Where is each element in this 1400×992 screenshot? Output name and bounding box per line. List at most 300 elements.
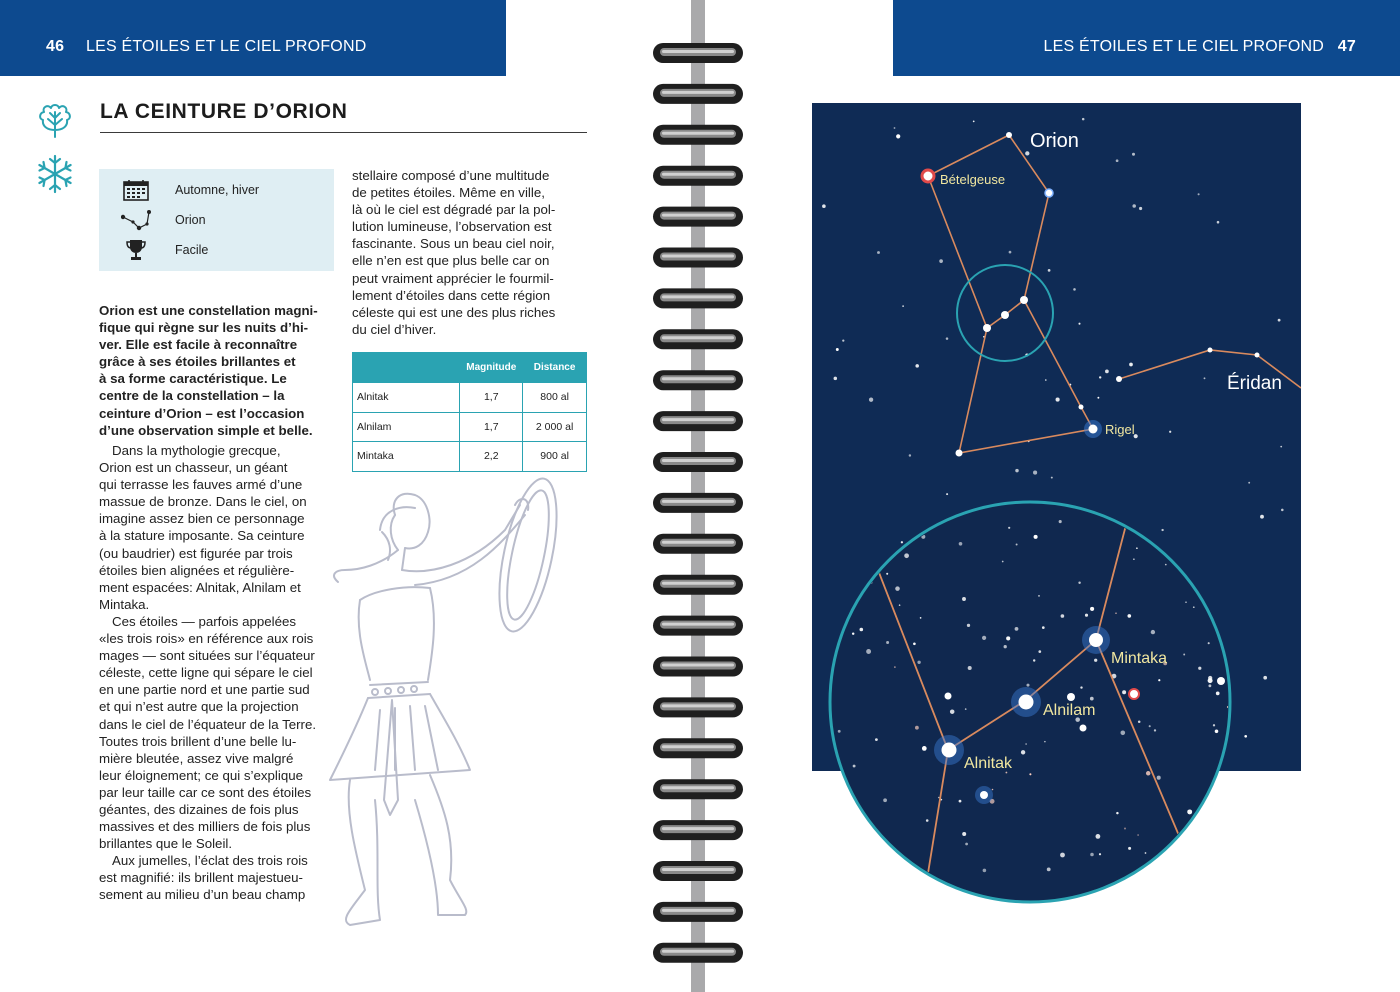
zoom-background-star <box>1078 582 1080 584</box>
left-page-number: 46 <box>46 38 65 55</box>
zoom-background-star <box>1029 773 1031 775</box>
red-field-star <box>1129 689 1139 699</box>
zoom-background-star <box>1111 507 1113 509</box>
background-star <box>1099 376 1101 378</box>
zoom-background-star <box>938 797 940 799</box>
background-star <box>1132 153 1135 156</box>
zoom-background-star <box>1139 515 1142 518</box>
zoom-background-star <box>1033 659 1035 661</box>
zoom-background-star <box>1138 721 1141 724</box>
zoom-background-star <box>1145 852 1147 854</box>
spiral-coil <box>653 493 743 513</box>
intro-line: grâce à ses étoiles brillantes et <box>99 354 296 370</box>
background-star <box>1244 735 1247 738</box>
zoom-background-star <box>1096 834 1101 839</box>
spiral-coils <box>653 43 743 963</box>
intro-line: centre de la constellation – la <box>99 388 285 404</box>
zoom-background-star <box>1185 601 1187 603</box>
map-star <box>1079 405 1084 410</box>
zoom-background-star <box>862 867 867 872</box>
table-row <box>353 412 587 442</box>
background-star <box>1217 221 1220 224</box>
alnitak-map-star <box>983 324 991 332</box>
spiral-coil <box>653 575 743 595</box>
left-page-header <box>0 0 506 76</box>
rigel-star <box>1089 425 1098 434</box>
background-star <box>1198 193 1200 195</box>
column-two-line: stellaire composé d’une multitude <box>352 168 550 183</box>
zoom-background-star <box>915 726 919 730</box>
zoom-background-star <box>1151 630 1155 634</box>
table-cell: Mintaka <box>353 442 460 472</box>
zoom-background-star <box>1044 741 1046 743</box>
body-line: imagine assez bien ce personnage <box>99 511 305 527</box>
zoom-background-star <box>1016 544 1018 546</box>
background-star <box>1260 515 1264 519</box>
field-star <box>945 693 952 700</box>
zoom-background-star <box>1219 501 1224 506</box>
zoom-background-star <box>883 798 887 802</box>
zoom-background-star <box>924 894 926 896</box>
zoom-background-star <box>1193 606 1195 608</box>
zoom-background-star <box>886 641 889 644</box>
body-line: mages — sont situées sur l’équateur <box>99 648 315 664</box>
column-two-text <box>352 167 587 338</box>
zoom-background-star <box>866 649 871 654</box>
zoom-background-star <box>1165 564 1167 566</box>
zoom-background-star <box>962 832 966 836</box>
intro-line: fique qui règne sur les nuits d’hi- <box>99 320 309 336</box>
zoom-background-star <box>830 792 833 795</box>
zoom-background-star <box>1164 883 1168 887</box>
zoom-background-star <box>992 789 994 791</box>
background-star <box>836 348 839 351</box>
zoom-background-star <box>1060 853 1065 858</box>
background-star <box>834 377 838 381</box>
spiral-coil <box>653 207 743 227</box>
zoom-background-star <box>1021 750 1025 754</box>
zoom-background-star <box>1146 881 1148 883</box>
spiral-coil <box>653 779 743 799</box>
background-star <box>973 121 975 123</box>
zoom-background-star <box>838 730 841 733</box>
zoom-background-star <box>1122 690 1126 694</box>
zoom-background-star <box>860 628 864 632</box>
zoom-background-star <box>1149 725 1151 727</box>
spiral-coil <box>653 697 743 717</box>
zoom-background-star <box>853 765 856 768</box>
intro-line: d’une observation simple et belle. <box>99 422 313 438</box>
background-star <box>1073 288 1076 291</box>
zoom-background-star <box>863 558 865 560</box>
zoom-background-star <box>968 666 972 670</box>
zoom-background-star <box>1090 697 1094 701</box>
intro-line: Orion est une constellation magni- <box>99 303 318 318</box>
stars-table <box>352 352 587 472</box>
field-star <box>980 791 988 799</box>
intro-line: ceinture d’Orion – est l’occasion <box>99 405 305 421</box>
rigel-label: Rigel <box>1105 422 1135 437</box>
betelgeuse-label: Bételgeuse <box>940 172 1006 187</box>
belt-zoom-view <box>828 500 1232 904</box>
info-constellation-label: Orion <box>175 213 206 227</box>
zoom-background-star <box>830 862 835 867</box>
spiral-coil <box>653 820 743 840</box>
table-header-row <box>353 353 587 383</box>
zoom-background-star <box>926 819 929 822</box>
spiral-coil <box>653 616 743 636</box>
info-season-row <box>99 179 334 201</box>
background-star <box>1129 363 1133 367</box>
zoom-background-star <box>891 894 895 898</box>
body-line: dans le ciel de l’équateur de la Terre. <box>99 716 317 732</box>
zoom-background-star <box>837 575 840 578</box>
zoom-background-star <box>1134 893 1138 897</box>
background-star <box>842 339 844 341</box>
body-line: Orion est un chasseur, un géant <box>99 460 288 476</box>
zoom-background-star <box>1189 859 1193 863</box>
eridanus-label: Éridan <box>1227 373 1282 394</box>
zoom-background-star <box>1026 684 1029 687</box>
constellation-icon <box>121 209 151 231</box>
mintaka-map-star <box>1020 296 1028 304</box>
body-line: Mintaka. <box>99 596 150 612</box>
calendar-icon <box>121 179 151 201</box>
zoom-background-star <box>1198 667 1201 670</box>
zoom-background-star <box>1047 867 1051 871</box>
background-star <box>1105 370 1109 374</box>
spiral-coil <box>653 902 743 922</box>
zoom-background-star <box>1115 613 1116 614</box>
saiph-star <box>956 450 963 457</box>
info-difficulty-row <box>99 239 334 261</box>
snowflake-icon <box>34 153 76 195</box>
spiral-coil <box>653 288 743 308</box>
table-cell: 2 000 al <box>523 412 587 442</box>
zoom-background-star <box>1136 547 1138 549</box>
zoom-background-star <box>1034 535 1038 539</box>
zoom-background-star <box>895 857 899 861</box>
table-header-cell: Distance <box>523 353 587 383</box>
intro-line: à sa forme caractéristique. Le <box>99 371 287 387</box>
body-line: Toutes trois brillent d’une belle lu- <box>99 733 297 749</box>
zoom-background-star <box>885 859 887 861</box>
background-star <box>877 251 880 254</box>
background-star <box>946 493 948 495</box>
edge-star <box>1217 677 1225 685</box>
orion-hunter-illustration <box>320 470 570 940</box>
body-line: leur éloignement; ce qui s’explique <box>99 767 304 783</box>
spiral-coil <box>653 166 743 186</box>
background-star <box>902 305 904 307</box>
zoom-background-star <box>830 657 832 659</box>
background-star <box>1278 319 1281 322</box>
intro-line: ver. Elle est facile à reconnaître <box>99 337 298 353</box>
spiral-coil <box>653 738 743 758</box>
spiral-coil <box>653 125 743 145</box>
zoom-background-star <box>843 836 846 839</box>
background-star <box>1051 477 1053 479</box>
zoom-background-star <box>1116 812 1118 814</box>
zoom-background-star <box>1221 561 1224 564</box>
zoom-background-star <box>899 604 901 606</box>
alnilam-star <box>1019 695 1034 710</box>
table-cell: 1,7 <box>460 383 523 413</box>
table-header-cell: Magnitude <box>460 353 523 383</box>
column-two-line: lution lumineuse, l’observation est <box>352 219 552 235</box>
zoom-background-star <box>875 738 878 741</box>
zoom-background-star <box>1213 724 1215 726</box>
orion-label: Orion <box>1030 130 1079 152</box>
body-line: ment espacées: Alnitak, Alnilam et <box>99 579 301 595</box>
body-line: Aux jumelles, l’éclat des trois rois <box>112 853 308 869</box>
spiral-coil <box>653 248 743 268</box>
zoom-background-star <box>1215 730 1219 734</box>
spiral-coil <box>653 411 743 431</box>
zoom-background-star <box>1085 614 1088 617</box>
zoom-background-star <box>1090 607 1094 611</box>
alnitak-label: Alnitak <box>964 755 1013 772</box>
zoom-background-star <box>894 666 895 667</box>
zoom-background-star <box>1208 678 1213 683</box>
zoom-background-star <box>1099 853 1101 855</box>
right-page-number: 47 <box>1337 38 1356 55</box>
zoom-background-star <box>864 579 868 583</box>
background-star <box>915 364 919 368</box>
body-text <box>99 442 334 904</box>
table-cell: 800 al <box>523 383 587 413</box>
zoom-background-star <box>895 586 900 591</box>
background-star <box>869 398 873 402</box>
body-line: Ces étoiles — parfois appelées <box>112 613 297 629</box>
zoom-background-star <box>828 793 831 797</box>
table-row <box>353 442 587 472</box>
body-line: est magnifié: ils brillent majestueu- <box>99 870 303 886</box>
body-line: par leur taille car ce sont des étoiles <box>99 784 312 800</box>
zoom-background-star <box>1191 548 1195 552</box>
bellatrix-star <box>1045 189 1053 197</box>
info-difficulty-label: Facile <box>175 243 209 257</box>
body-line: Dans la mythologie grecque, <box>112 443 281 458</box>
alnitak-star <box>942 743 957 758</box>
body-line: massue de bronze. Dans le ciel, on <box>99 494 307 510</box>
zoom-background-star <box>922 746 927 751</box>
zoom-background-star <box>1185 861 1186 862</box>
background-star <box>1078 323 1080 325</box>
zoom-background-star <box>1128 847 1131 850</box>
spiral-coil <box>653 84 743 104</box>
zoom-background-star <box>1179 514 1183 518</box>
zoom-background-star <box>959 800 962 803</box>
field-star <box>1080 725 1087 732</box>
zoom-background-star <box>904 553 909 558</box>
zoom-background-star <box>1189 858 1193 862</box>
body-line: mière bleutée, assez vive malgré <box>99 750 294 766</box>
zoom-background-star <box>965 708 967 710</box>
background-star <box>894 127 896 129</box>
body-line: à la stature imposante. Sa ceinture <box>99 528 305 544</box>
background-star <box>1248 482 1250 484</box>
map-star <box>1208 348 1213 353</box>
spiral-coil <box>653 657 743 677</box>
zoom-background-star <box>950 709 955 714</box>
body-line: en une partie nord et une partie sud <box>99 682 310 698</box>
zoom-background-star <box>913 642 916 645</box>
zoom-background-star <box>1157 873 1159 875</box>
spiral-coil <box>653 43 743 63</box>
info-season-label: Automne, hiver <box>175 183 260 197</box>
table-row <box>353 383 587 413</box>
zoom-background-star <box>1133 558 1135 560</box>
background-star <box>1082 118 1085 121</box>
zoom-background-star <box>852 632 854 634</box>
betelgeuse-star <box>922 170 934 182</box>
body-line: qui terrasse les fauves armé d’une <box>99 477 303 493</box>
body-line: et qui n’est autre que la projection <box>99 699 299 715</box>
spiral-coil <box>653 329 743 349</box>
body-line: étoiles bien alignées et régulière- <box>99 562 295 578</box>
zoom-background-star <box>1004 645 1007 648</box>
info-constellation-row <box>99 209 334 231</box>
column-two-line: de petites étoiles. Même en ville, <box>352 185 545 201</box>
zoom-background-star <box>1157 776 1161 780</box>
zoom-background-star <box>1187 809 1192 814</box>
background-star <box>1015 469 1018 472</box>
zoom-background-star <box>1208 642 1210 644</box>
zoom-background-star <box>967 624 970 627</box>
zoom-background-star <box>965 843 968 846</box>
zoom-background-star <box>1080 686 1082 688</box>
zoom-background-star <box>1002 561 1004 563</box>
trophy-icon <box>121 239 151 261</box>
spiral-coil <box>653 534 743 554</box>
table-cell: 2,2 <box>460 442 523 472</box>
column-two-line: elle n’en est que plus belle car on <box>352 253 550 269</box>
zoom-background-star <box>1162 901 1164 903</box>
zoom-background-star <box>941 517 944 520</box>
background-star <box>1281 509 1284 512</box>
body-line: géantes, des dizaines de fois plus <box>99 801 299 817</box>
background-star <box>1280 446 1282 448</box>
intro-paragraph <box>99 302 334 439</box>
zoom-background-star <box>1121 731 1126 736</box>
background-star <box>1048 269 1051 272</box>
spiral-binding <box>640 0 760 992</box>
column-two-line: lement d’étoiles dans cette région <box>352 287 551 303</box>
body-line: sement au milieu d’un beau champ <box>99 887 306 903</box>
background-star <box>1132 204 1136 208</box>
zoom-background-star <box>1008 527 1010 529</box>
zoom-background-star <box>1127 614 1131 618</box>
section-title: LA CEINTURE D’ORION <box>100 100 587 133</box>
oak-leaf-icon <box>34 100 76 142</box>
field-star <box>1067 693 1075 701</box>
alnilam-label: Alnilam <box>1043 702 1096 719</box>
zoom-background-star <box>1025 743 1027 745</box>
zoom-background-star <box>930 895 935 900</box>
left-running-title: LES ÉTOILES ET LE CIEL PROFOND <box>86 38 367 55</box>
background-star <box>939 259 943 263</box>
zoom-background-star <box>1038 595 1040 597</box>
background-star <box>1263 676 1267 680</box>
body-line: céleste, cette ligne qui sépare le ciel <box>99 665 313 681</box>
body-line: brillantes que le Soleil. <box>99 836 233 852</box>
spiral-coil <box>653 943 743 963</box>
column-two-line: céleste qui est une des plus riches <box>352 304 556 320</box>
zoom-background-star <box>1146 771 1151 776</box>
zoom-background-star <box>1202 554 1206 558</box>
spiral-coil <box>653 452 743 472</box>
table-cell: 1,7 <box>460 412 523 442</box>
zoom-background-star <box>959 542 963 546</box>
background-star <box>1009 251 1012 254</box>
mintaka-label: Mintaka <box>1111 650 1168 667</box>
zoom-background-star <box>1191 536 1195 540</box>
zoom-background-star <box>1094 659 1097 662</box>
info-box <box>99 169 334 271</box>
meissa-star <box>1006 132 1012 138</box>
spiral-coil <box>653 370 743 390</box>
background-star <box>896 134 900 138</box>
right-running-title: LES ÉTOILES ET LE CIEL PROFOND <box>1043 38 1324 55</box>
background-star <box>946 337 949 340</box>
background-star <box>1056 398 1060 402</box>
table-cell: Alnitak <box>353 383 460 413</box>
zoom-background-star <box>1090 853 1094 857</box>
column-two-line: fascinante. Sous un beau ciel noir, <box>352 236 555 252</box>
background-star <box>1139 207 1142 210</box>
zoom-background-star <box>1154 729 1156 731</box>
column-two-line: là où le ciel est dégradé par la pol- <box>352 202 556 218</box>
zoom-background-star <box>962 597 966 601</box>
zoom-background-star <box>1138 887 1140 889</box>
zoom-background-star <box>1015 627 1019 631</box>
right-page-header <box>893 0 1400 76</box>
zoom-background-star <box>1042 626 1045 629</box>
zoom-background-star <box>886 573 888 575</box>
table-cell: 900 al <box>523 442 587 472</box>
background-star <box>1025 151 1029 155</box>
column-two-line: du ciel d’hiver. <box>352 321 437 337</box>
zoom-background-star <box>1124 828 1126 830</box>
zoom-background-star <box>1208 684 1211 687</box>
zoom-background-star <box>1158 679 1160 681</box>
zoom-background-star <box>917 661 920 664</box>
background-star <box>1033 471 1037 475</box>
alnilam-map-star <box>1001 311 1009 319</box>
zoom-background-star <box>1006 636 1010 640</box>
zoom-background-star <box>1038 650 1041 653</box>
mintaka-star <box>1089 633 1103 647</box>
body-line: «les trois rois» en référence aux rois <box>99 631 314 647</box>
zoom-background-star <box>920 617 922 619</box>
zoom-background-star <box>1183 654 1185 656</box>
background-star <box>1169 431 1171 433</box>
map-star <box>1255 353 1260 358</box>
map-star <box>1116 376 1122 382</box>
column-two-line: peut vraiment apprécier le fourmil- <box>352 270 554 286</box>
body-line: massives et des milliers de fois plus <box>99 819 311 835</box>
background-star <box>822 204 826 208</box>
zoom-background-star <box>1059 520 1062 523</box>
zoom-background-star <box>1137 834 1139 836</box>
zoom-background-star <box>1216 692 1220 696</box>
background-star <box>1045 379 1047 381</box>
body-line: (ou baudrier) est figurée par trois <box>99 545 293 561</box>
zoom-background-star <box>1061 614 1065 618</box>
background-star <box>1204 377 1206 379</box>
background-star <box>909 454 911 456</box>
